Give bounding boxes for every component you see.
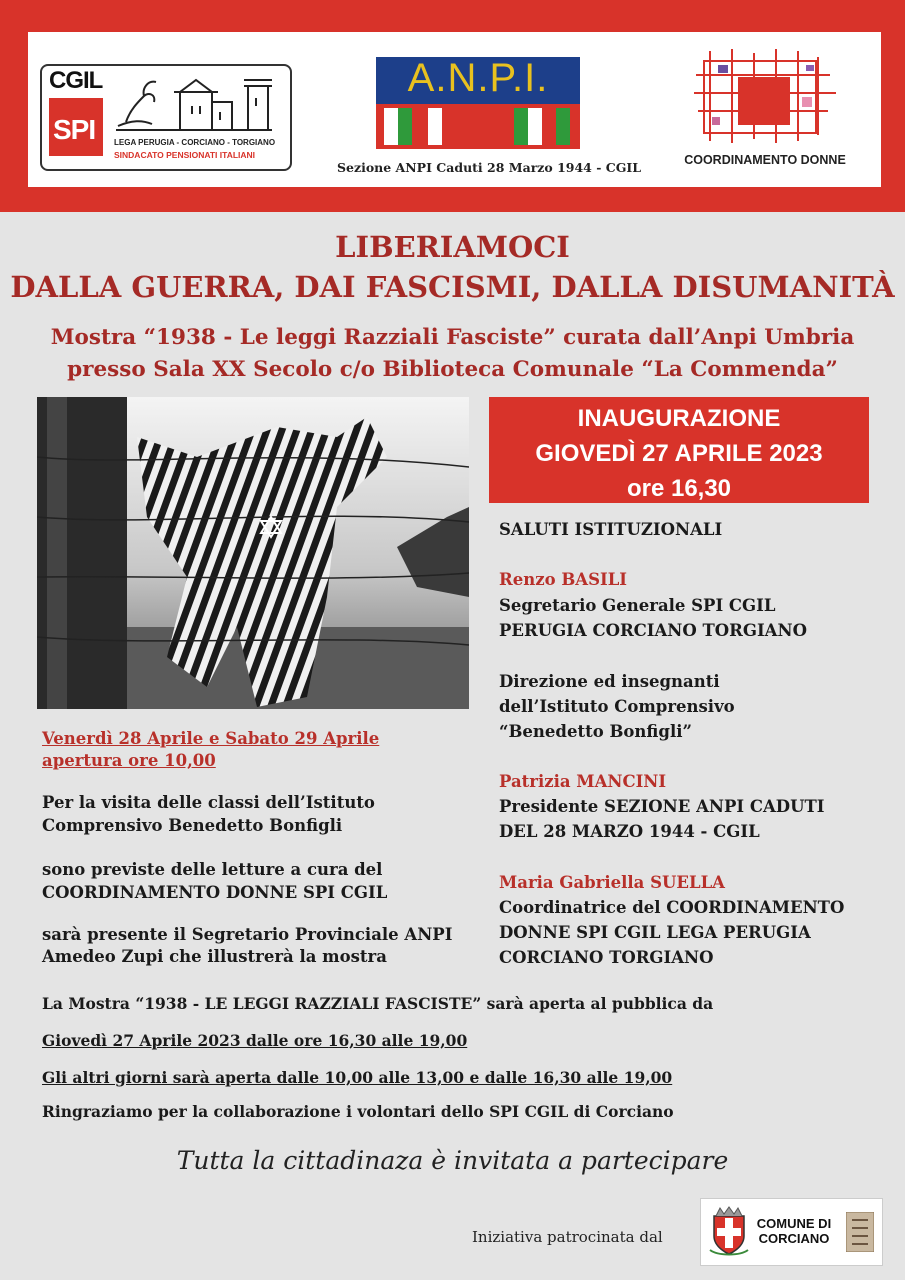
anpi-flag-stripes: [376, 104, 580, 149]
readings-text: COORDINAMENTO DONNE SPI CGIL: [42, 883, 388, 902]
comune-name: [752, 1216, 836, 1246]
secretary-text: Amedeo Zupi che illustrerà la mostra: [42, 947, 387, 966]
speaker-role: DONNE SPI CGIL LEGA PERUGIA: [499, 923, 811, 942]
secretary-text: sarà presente il Segretario Provinciale ANPI: [42, 925, 453, 944]
main-title-line1: LIBERIAMOCI: [335, 230, 570, 264]
coat-of-arms-icon: [708, 1206, 750, 1256]
comune-name-line2: CORCIANO: [758, 1231, 830, 1246]
school-visit-text: Comprensivo Benedetto Bonfigli: [42, 816, 343, 835]
speaker-role: Presidente SEZIONE ANPI CADUTI: [499, 797, 825, 816]
inauguration-label: INAUGURAZIONE: [577, 405, 781, 432]
exhibition-subtitle-line2: presso Sala XX Secolo c/o Biblioteca Comunale “La Commenda”: [67, 357, 838, 382]
thanks-text: Ringraziamo per la collaborazione i volontari dello SPI CGIL di Corciano: [42, 1102, 674, 1121]
towers-drawing: [112, 72, 282, 136]
speaker-role: “Benedetto Bonfigli”: [499, 722, 692, 741]
inauguration-time: ore 16,30: [626, 475, 732, 502]
coordinamento-logo-icon: [690, 47, 840, 145]
cgil-logo-text: CGIL: [49, 67, 103, 94]
inauguration-date: GIOVEDÌ 27 APRILE 2023: [535, 440, 823, 467]
striped-uniform-photo: [37, 397, 469, 709]
coordinamento-donne-caption: COORDINAMENTO DONNE: [684, 153, 846, 167]
comune-name-line1: COMUNE DI: [756, 1216, 832, 1231]
exhibition-public-opening: La Mostra “1938 - LE LEGGI RAZZIALI FASCISTE” sarà aperta al pubblica da: [42, 994, 714, 1013]
exhibition-subtitle-line1: Mostra “1938 - Le leggi Razziali Fasciste” curata dall’Anpi Umbria: [50, 325, 855, 350]
speaker-name: Renzo BASILI: [499, 570, 628, 589]
speaker-role: Segretario Generale SPI CGIL: [499, 596, 776, 615]
corciano-stamp-icon: [846, 1212, 874, 1252]
speaker-role: Direzione ed insegnanti: [499, 672, 720, 691]
anpi-section-caption: Sezione ANPI Caduti 28 Marzo 1944 - CGIL: [337, 160, 642, 175]
school-visit-text: Per la visita delle classi dell’Istituto: [42, 793, 375, 812]
main-title-line2: DALLA GUERRA, DAI FASCISMI, DALLA DISUMANITÀ: [10, 270, 895, 304]
invitation-text: Tutta la cittadinaza è invitata a partecipare: [176, 1146, 729, 1175]
speaker-role: dell’Istituto Comprensivo: [499, 697, 735, 716]
opening-hours: apertura ore 10,00: [42, 751, 216, 770]
cgil-logo-tagline: SINDACATO PENSIONATI ITALIANI: [114, 150, 256, 160]
readings-text: sono previste delle letture a cura del: [42, 860, 383, 879]
speaker-name: Patrizia MANCINI: [499, 772, 667, 791]
speaker-role: Coordinatrice del COORDINAMENTO: [499, 898, 845, 917]
speaker-role: PERUGIA CORCIANO TORGIANO: [499, 621, 807, 640]
spi-logo-text: SPI: [53, 114, 96, 145]
speaker-role: DEL 28 MARZO 1944 - CGIL: [499, 822, 760, 841]
exhibition-other-days-hours: Gli altri giorni sarà aperta dalle 10,00 alle 13,00 e dalle 16,30 alle 19,00: [42, 1068, 673, 1087]
speaker-name: Maria Gabriella SUELLA: [499, 873, 725, 892]
cgil-logo-subtitle: LEGA PERUGIA - CORCIANO - TORGIANO: [114, 138, 276, 147]
speaker-role: CORCIANO TORGIANO: [499, 948, 714, 967]
exhibition-first-day-hours: Giovedì 27 Aprile 2023 dalle ore 16,30 alle 19,00: [42, 1031, 468, 1050]
anpi-logo-text: A.N.P.I.: [407, 56, 549, 100]
patronage-label: Iniziativa patrocinata dal: [472, 1228, 663, 1246]
opening-days: Venerdì 28 Aprile e Sabato 29 Aprile: [42, 729, 380, 748]
saluti-heading: SALUTI ISTITUZIONALI: [499, 520, 723, 539]
